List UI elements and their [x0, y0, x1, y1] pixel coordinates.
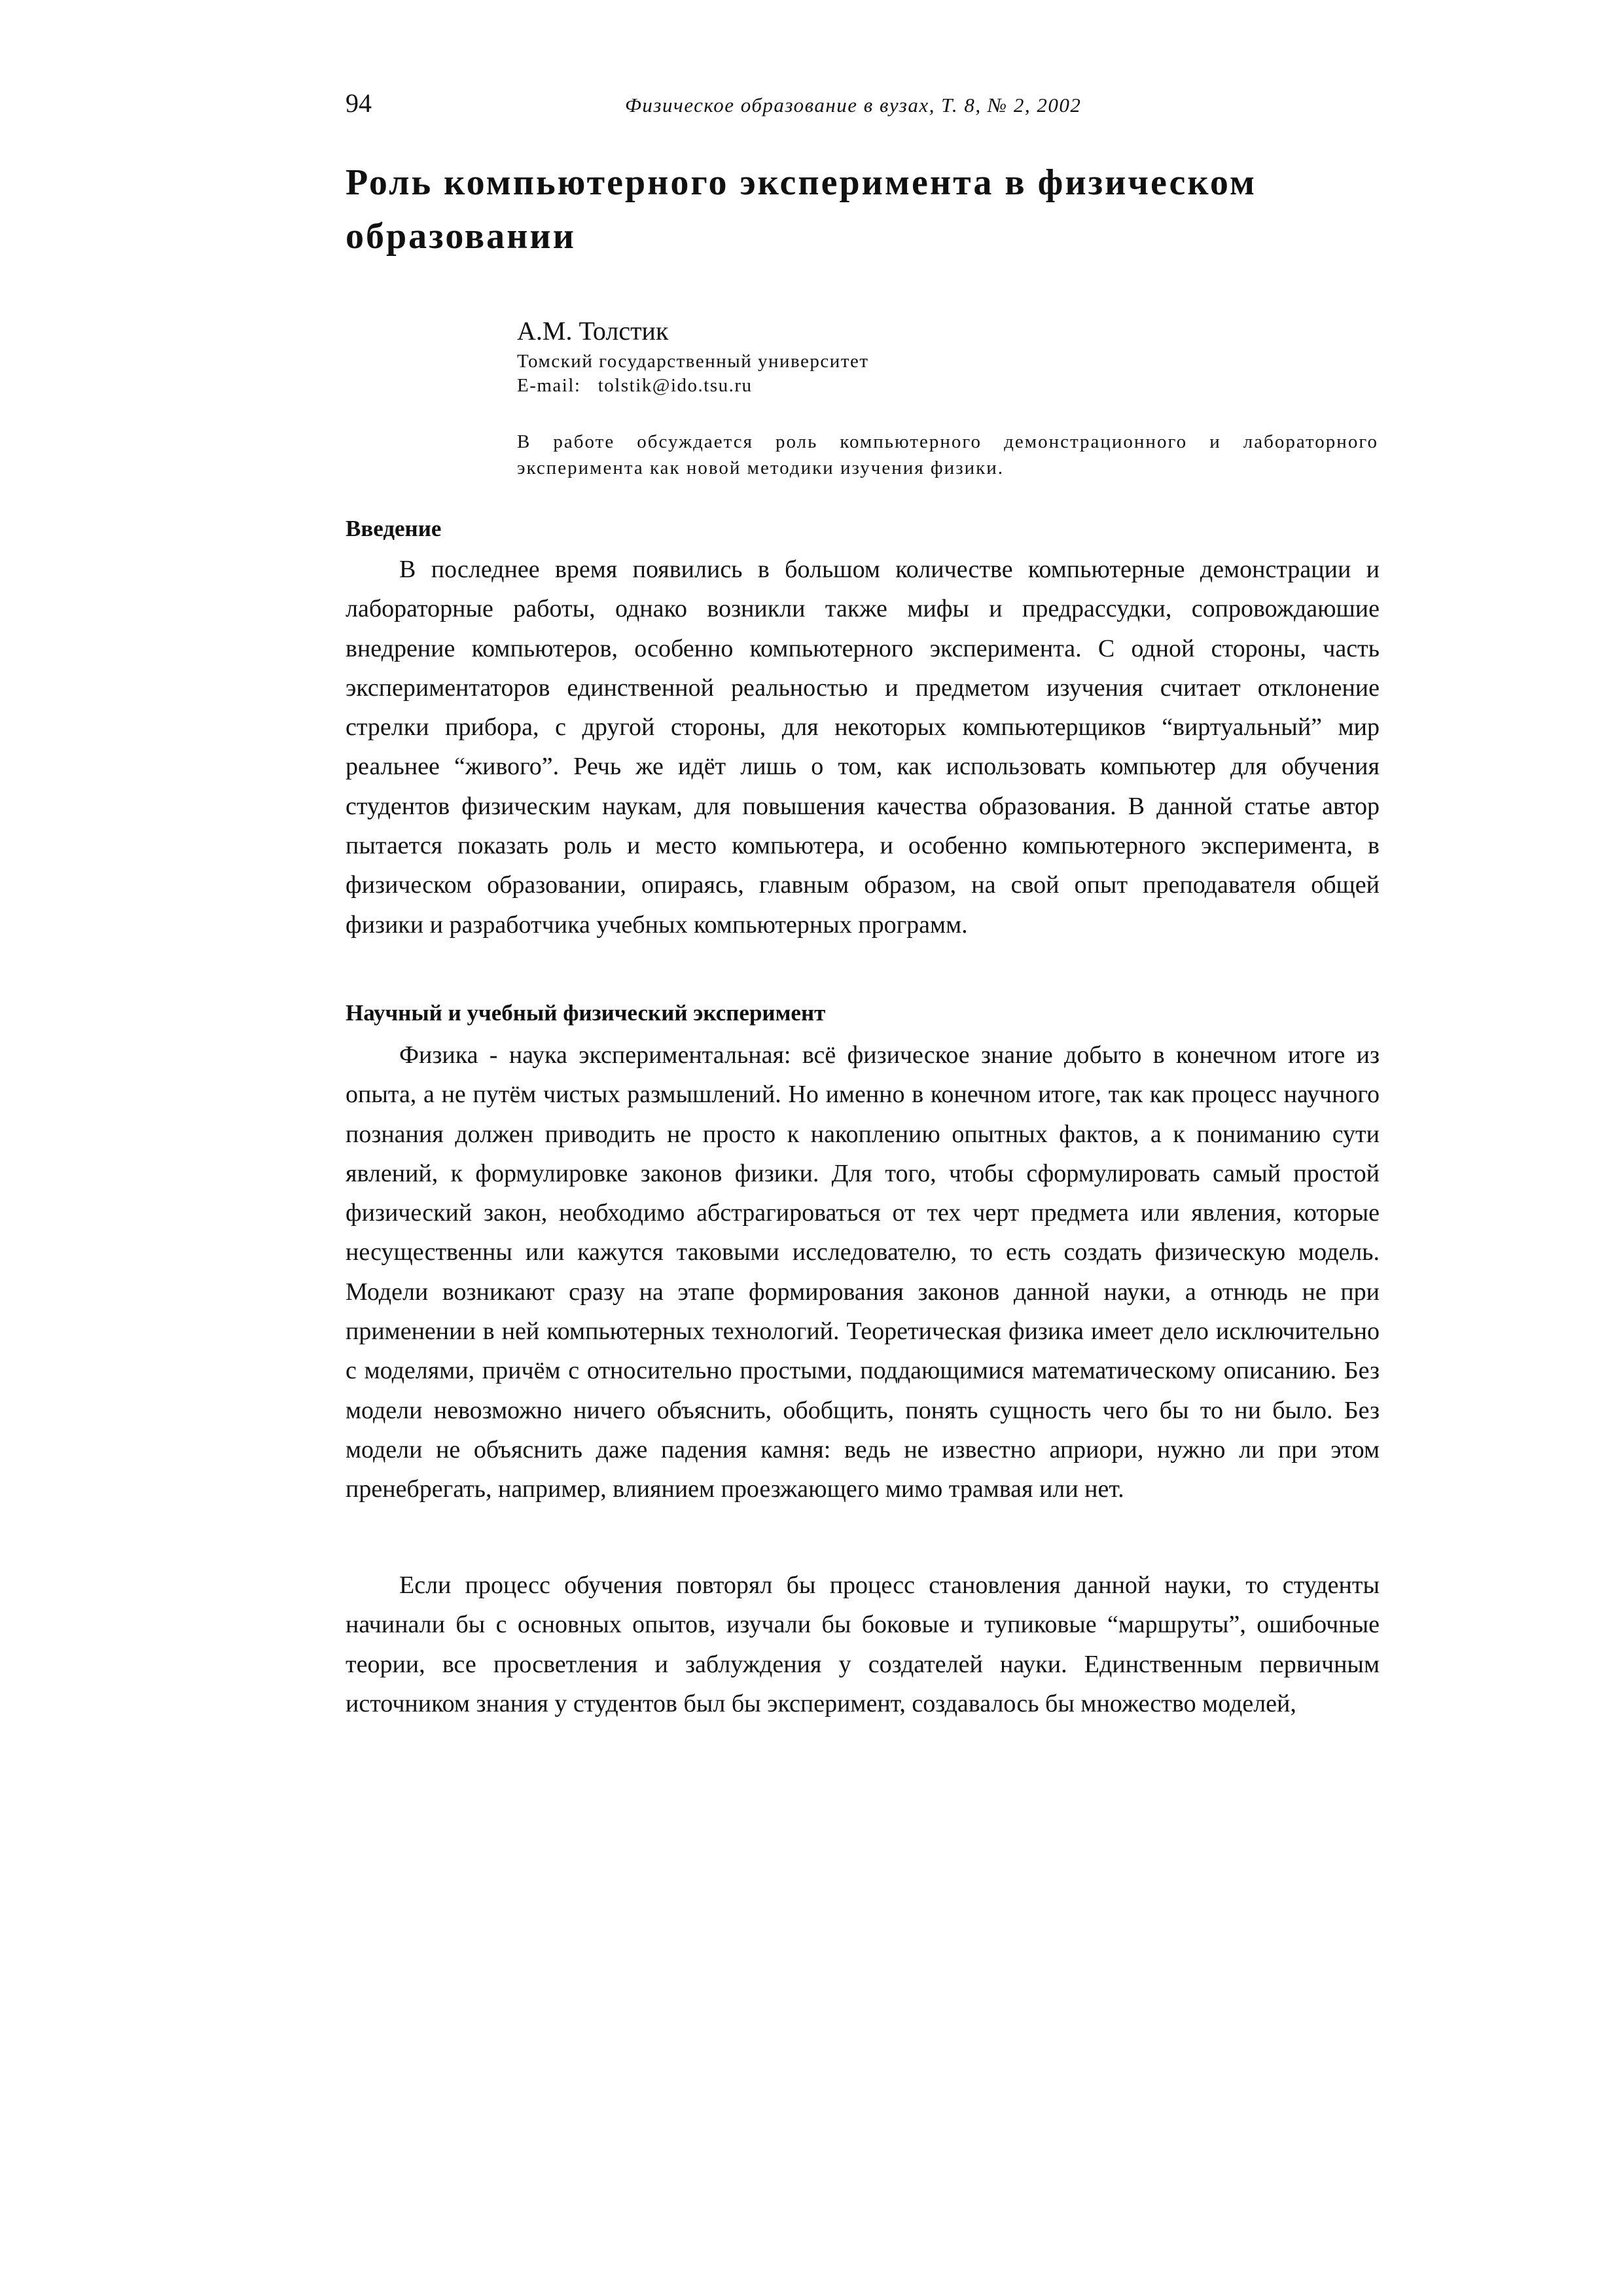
running-head: Физическое образование в вузах, Т. 8, № 2, 2002: [625, 94, 1082, 117]
article-title: Роль компьютерного эксперимента в физическом образовании: [346, 162, 1257, 257]
author-block: [517, 313, 1394, 398]
email-label: E-mail:: [517, 375, 581, 396]
author-email: tolstik@ido.tsu.ru: [597, 375, 753, 396]
abstract: В работе обсуждается роль компьютерного демонстрационного и лабораторного эксперимента как новой методики изучения физики.: [517, 431, 1378, 478]
paragraph-experiment-1: Физика - наука экспериментальная: всё физическое знание добыто в конечном итоге из опыта, а не путём чистых размышлений. Но именно в конечном итоге, так как процесс научного познания должен приводить не просто к накоплению опытных фактов, а к пониманию сути явлений, к формулировке законов физики. Для того, чтобы сформулировать самый простой физический закон, необходимо абстрагироваться от тех черт предмета или явления, которые несущественны или кажутся таковыми исследователю, то есть создать физическую модель. Модели возникают сразу на этапе формирования законов данной науки, а отнюдь не при применении в ней компьютерных технологий. Теоретическая физика имеет дело исключительно с моделями, причём с относительно простыми, поддающимися математическому описанию. Без модели невозможно ничего объяснить, обобщить, понять сущность чего бы то ни было. Без модели не объяснить даже падения камня: ведь не известно априори, нужно ли при этом пренебрегать, например, влиянием проезжающего мимо трамвая или нет.: [346, 1041, 1380, 1503]
page-number: 94: [346, 88, 372, 118]
author-email-line: [517, 374, 1394, 398]
paragraph-introduction: В последнее время появились в большом количестве компьютерные демонстрации и лабораторные работы, однако возникли также мифы и предрассудки, сопровождаюшие внедрение компьютеров, особенно компьютерного эксперимента. С одной стороны, часть экспериментаторов единственной реальностью и предметом изучения считает отклонение стрелки прибора, с другой стороны, для некоторых компьютерщиков “виртуальный” мир реальнее “живого”. Речь же идёт лишь о том, как использовать компьютер для обучения студентов физическим наукам, для повышения качества образования. В данной статье автор пытается показать роль и место компьютера, и особенно компьютерного эксперимента, в физическом образовании, опираясь, главным образом, на свой опыт преподавателя общей физики и разработчика учебных компьютерных программ.: [346, 556, 1380, 939]
author-name: А.М. Толстик: [517, 316, 669, 346]
section-heading-introduction: Введение: [346, 516, 442, 541]
section-heading-experiment: Научный и учебный физический эксперимент: [346, 1000, 826, 1026]
author-affiliation: Томский государственный университет: [517, 351, 869, 372]
paragraph-experiment-2: Если процесс обучения повторял бы процесс становления данной науки, то студенты начинали бы с основных опытов, изучали бы боковые и тупиковые “маршруты”, ошибочные теории, все просветления и заблуждения у создателей науки. Единственным первичным источником знания у студентов был бы эксперимент, создавалось бы множество моделей,: [346, 1571, 1380, 1717]
